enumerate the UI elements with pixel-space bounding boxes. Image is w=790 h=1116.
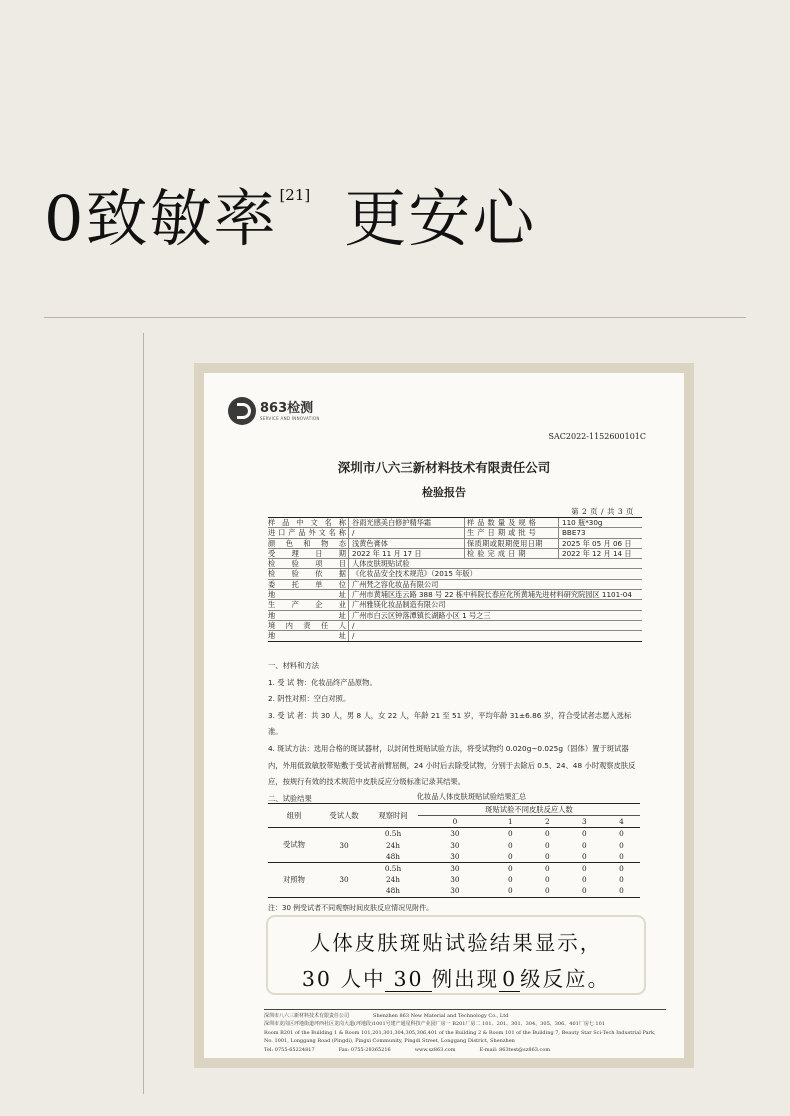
info-row xyxy=(268,611,642,621)
info-label-char: 进 xyxy=(268,528,276,538)
info-label xyxy=(268,569,348,578)
footer-address-en-1: Room B201 of the Building 1 & Room 101,201,301,304,305,306,401 of the Building 2 & Room 101 of the Building 7, Beauty Star Sci-Tech Industrial Park, xyxy=(264,1029,656,1036)
footer-website[interactable]: www.sz863.com xyxy=(414,1046,456,1053)
info-label-char: 地 xyxy=(268,590,276,600)
info-row xyxy=(268,600,642,610)
table-note: 注：30 例受试者不同观察时间皮肤反应情况见附件。 xyxy=(268,904,434,912)
info-label-char: 内 xyxy=(285,620,293,630)
info-label-char: 检 xyxy=(268,559,276,569)
info-label-char: 址 xyxy=(338,610,346,620)
observation-time: 48h xyxy=(386,851,400,861)
footer-address-cn: 深圳市龙岗区坪地街道坪西社区龙岗大道(坪地段)1001号建产通星科技产业园厂房一 B201厂房二 101、201、301、304、305、306、401厂房七 101 xyxy=(264,1021,605,1028)
logo-mark-icon xyxy=(228,397,256,425)
info-value-2: 110 瓶*30g xyxy=(558,518,642,527)
info-label-2: 保质期或限期使用日期 xyxy=(464,539,558,548)
result-callout xyxy=(266,915,646,995)
info-value: 广州市黄埔区连云路 388 号 22 栋中科院长春应化所黄埔先进材料研究院园区 1101-04 xyxy=(348,590,642,599)
callout-count: 30 xyxy=(385,969,431,992)
info-row xyxy=(268,569,642,579)
info-value: 2022 年 11 月 17 日 xyxy=(348,549,464,558)
info-label-char: 颜 xyxy=(268,538,276,548)
section-heading-methods: 一、材料和方法 xyxy=(268,661,320,670)
info-row xyxy=(268,539,642,549)
headline-part2: 更安心 xyxy=(344,182,537,255)
group-count: 30 xyxy=(320,862,368,897)
info-label-char: 任 xyxy=(321,620,329,630)
info-value: 广州雅镁化妆品制造有限公司 xyxy=(348,600,642,609)
vertical-divider xyxy=(143,333,144,1094)
method-item-4: 4. 斑试方法：选用合格的斑试器材，以封闭性斑贴试验方法，将受试物约 0.020g~0.025g（固体）置于斑试器内，外用低致敏胶带贴敷于受试者前臂屈侧，24 小时后去除受试物，分别于去除后 0.5、24、48 小时观察皮肤反应，按规行有效的技术规范中皮肤反应分级标准记录其结果。 xyxy=(268,743,636,787)
header-reaction-span: 斑贴试验不同皮肤反应人数 xyxy=(418,804,640,816)
reaction-count: 0 xyxy=(582,840,587,850)
info-label-char: 称 xyxy=(338,518,346,527)
header-n: 受试人数 xyxy=(320,804,368,828)
info-label-char: 据 xyxy=(338,569,346,579)
info-value: 谷雨光感美白修护精华霜 xyxy=(348,518,464,527)
reaction-count: 0 xyxy=(545,875,550,885)
method-item-2: 2. 阴性对照：空白对照。 xyxy=(268,694,351,704)
info-label-char: 产 xyxy=(288,528,296,538)
info-value-2: 2022 年 12 月 14 日 xyxy=(558,549,642,558)
lab-logo xyxy=(228,397,320,425)
info-label-char: 验 xyxy=(291,569,299,579)
info-label-char: 位 xyxy=(338,579,346,589)
info-label-char: 理 xyxy=(291,548,299,558)
reaction-count: 0 xyxy=(529,862,566,874)
info-label-char: 文 xyxy=(318,528,326,538)
reaction-count: 0 xyxy=(566,828,603,840)
info-label-char: 文 xyxy=(310,518,318,527)
info-value: 广州市白云区钟落潭镇长湖路小区 1 号之三 xyxy=(348,611,642,620)
info-row xyxy=(268,590,642,600)
header-time: 观察时间 xyxy=(368,804,418,828)
reaction-count: 0 xyxy=(582,851,587,861)
callout-line-1: 人体皮肤斑贴试验结果显示， xyxy=(309,931,603,955)
info-label-char: 目 xyxy=(338,559,346,569)
headline-part1: 0致敏率 xyxy=(44,182,278,255)
header-level: 3 xyxy=(582,817,587,827)
page-number: 第 2 页 / 共 3 页 xyxy=(571,507,634,516)
table-row xyxy=(268,828,640,840)
callout-level: 0 xyxy=(499,969,520,992)
info-value-2: 2025 年 05 月 06 日 xyxy=(558,539,642,548)
footer-tel: Tel: 0755-65224817 xyxy=(264,1046,315,1053)
reaction-count: 30 xyxy=(418,862,492,874)
info-label-char: 名 xyxy=(328,528,336,538)
info-label-char: 中 xyxy=(296,518,304,527)
reaction-count: 0 xyxy=(619,840,624,850)
info-label xyxy=(268,559,348,568)
observation-time: 48h xyxy=(368,885,418,897)
info-value: 人体皮肤斑贴试验 xyxy=(348,559,642,568)
report-title: 检验报告 xyxy=(422,486,466,499)
reaction-count: 0 xyxy=(619,875,624,885)
info-value: / xyxy=(348,631,642,640)
info-label-char: 人 xyxy=(338,620,346,630)
sample-info-table xyxy=(268,517,642,642)
header-level: 1 xyxy=(508,817,513,827)
info-label-char: 外 xyxy=(308,528,316,538)
callout-post: 级反应。 xyxy=(520,967,611,991)
report-footer xyxy=(264,1009,666,1054)
report-frame xyxy=(194,363,694,1068)
footer-email[interactable]: E-mail: 863test@sz863.com xyxy=(479,1046,551,1053)
info-label xyxy=(268,611,348,620)
header-level: 2 xyxy=(545,817,550,827)
reaction-count: 0 xyxy=(566,862,603,874)
info-value: 广州梵之容化妆品有限公司 xyxy=(348,580,642,589)
info-label-char: 品 xyxy=(282,518,290,527)
callout-mid: 例出现 xyxy=(431,967,500,991)
info-row xyxy=(268,621,642,631)
observation-time: 0.5h xyxy=(368,862,418,874)
reaction-count: 0 xyxy=(566,885,603,897)
section-heading-results: 二、试验结果 xyxy=(268,793,312,803)
info-label xyxy=(268,518,348,527)
group-count: 30 xyxy=(320,828,368,863)
callout-line-2 xyxy=(268,962,644,992)
info-label-char: 责 xyxy=(303,620,311,630)
info-value: / xyxy=(348,621,642,630)
reaction-count: 0 xyxy=(492,885,529,897)
reaction-count: 0 xyxy=(582,875,587,885)
info-label-char: 企 xyxy=(315,600,323,610)
results-table-title: 化妆品人体皮肤斑贴试验结果汇总 xyxy=(416,792,527,801)
reaction-count: 0 xyxy=(508,875,513,885)
footer-address-en-2: No. 1001, Longgang Road (Pingdi), Pingxi Community, Pingdi Street, Longgang District, Shenzhen xyxy=(264,1038,515,1045)
info-label xyxy=(268,631,348,640)
reaction-count: 0 xyxy=(508,851,513,861)
info-label xyxy=(268,549,348,558)
info-label-char: 受 xyxy=(268,548,276,558)
table-row xyxy=(268,862,640,874)
info-label-char: 单 xyxy=(315,579,323,589)
results-table xyxy=(268,803,640,898)
header-level: 4 xyxy=(619,817,624,827)
info-label-char: 品 xyxy=(298,528,306,538)
company-name: 深圳市八六三新材料技术有限责任公司 xyxy=(337,460,551,475)
reaction-count: 30 xyxy=(450,851,460,861)
info-label-char: 项 xyxy=(315,559,323,569)
observation-time: 24h xyxy=(386,840,400,850)
info-label-char: 境 xyxy=(268,620,276,630)
reaction-count: 30 xyxy=(418,828,492,840)
info-value: 《化妆品安全技术规范》（2015 年版） xyxy=(348,569,642,578)
info-label-char: 口 xyxy=(278,528,286,538)
observation-time: 0.5h xyxy=(368,828,418,840)
reaction-count: 0 xyxy=(603,862,640,874)
info-value: 浅黄色膏体 xyxy=(348,539,464,548)
info-row xyxy=(268,549,642,559)
info-label-char: 日 xyxy=(315,548,323,558)
info-label-char: 址 xyxy=(338,631,346,641)
info-label-char: 托 xyxy=(291,579,299,589)
logo-name: 863检测 xyxy=(260,400,314,416)
info-label xyxy=(268,621,348,630)
info-row xyxy=(268,559,642,569)
reaction-count: 30 xyxy=(450,875,460,885)
info-row xyxy=(268,631,642,640)
info-label-char: 业 xyxy=(338,600,346,610)
report-document xyxy=(204,373,684,1058)
info-label xyxy=(268,590,348,599)
info-label-2: 样 品 数 量 及 规 格 xyxy=(464,518,558,527)
info-value-2: BBE73 xyxy=(558,528,642,537)
report-code: SAC2022-1152600101C xyxy=(548,432,646,441)
group-name: 受试物 xyxy=(268,828,320,863)
header-group: 组别 xyxy=(268,804,320,828)
info-label-char: 名 xyxy=(324,518,332,527)
method-item-1: 1. 受 试 物：化妆品终产品原物。 xyxy=(268,677,377,687)
reaction-count: 0 xyxy=(492,828,529,840)
info-label-char: 色 xyxy=(285,538,293,548)
info-label-char: 生 xyxy=(268,600,276,610)
group-name: 对照物 xyxy=(268,862,320,897)
info-label-char: 委 xyxy=(268,579,276,589)
reaction-count: 0 xyxy=(603,828,640,840)
info-label-char: 物 xyxy=(321,538,329,548)
info-label-2: 生 产 日 期 或 批 号 xyxy=(464,528,558,537)
info-label-char: 样 xyxy=(268,518,276,527)
info-label xyxy=(268,528,348,537)
reaction-count: 0 xyxy=(603,885,640,897)
info-label-char: 地 xyxy=(268,610,276,620)
footer-fax: Fax: 0755-28365216 xyxy=(338,1046,391,1053)
logo-subtitle: SERVICE AND INNOVATION xyxy=(260,415,320,421)
info-label-char: 期 xyxy=(338,548,346,558)
reaction-count: 0 xyxy=(619,851,624,861)
info-label xyxy=(268,539,348,548)
info-label xyxy=(268,600,348,609)
info-row xyxy=(268,518,642,528)
callout-pre: 30 人中 xyxy=(301,967,386,991)
reaction-count: 30 xyxy=(450,840,460,850)
reaction-count: 30 xyxy=(418,885,492,897)
header-level: 0 xyxy=(452,817,458,827)
info-label-char: 检 xyxy=(268,569,276,579)
reaction-count: 0 xyxy=(529,828,566,840)
headline-reference: [21] xyxy=(279,186,311,204)
info-label-char: 验 xyxy=(291,559,299,569)
reaction-count: 0 xyxy=(508,840,513,850)
info-label-char: 址 xyxy=(338,590,346,600)
info-row xyxy=(268,580,642,590)
info-label-char: 态 xyxy=(338,538,346,548)
info-label-char: 依 xyxy=(315,569,323,579)
observation-time: 24h xyxy=(386,875,400,885)
footer-company-cn: 深圳市八六三新材料技术有限责任公司 xyxy=(264,1013,350,1019)
info-label-char: 地 xyxy=(268,631,276,641)
info-label-char: 产 xyxy=(291,600,299,610)
reaction-count: 0 xyxy=(545,840,550,850)
info-value: / xyxy=(348,528,464,537)
reaction-count: 0 xyxy=(492,862,529,874)
reaction-count: 0 xyxy=(529,885,566,897)
info-row xyxy=(268,528,642,538)
info-label xyxy=(268,580,348,589)
reaction-count: 0 xyxy=(545,851,550,861)
info-label-char: 称 xyxy=(338,528,346,538)
methods-section xyxy=(268,658,642,807)
horizontal-divider xyxy=(44,317,746,318)
info-label-2: 检 验 完 成 日 期 xyxy=(464,549,558,558)
footer-company-en: Shenzhen 863 New Material and Technology Co., Ltd xyxy=(373,1013,509,1019)
headline xyxy=(44,182,537,255)
method-item-3: 3. 受 试 者：共 30 人，男 8 人，女 22 人，年龄 21 至 51 岁，平均年龄 31±6.86 岁，符合受试者志愿入选标准。 xyxy=(268,710,632,737)
info-label-char: 和 xyxy=(303,538,311,548)
